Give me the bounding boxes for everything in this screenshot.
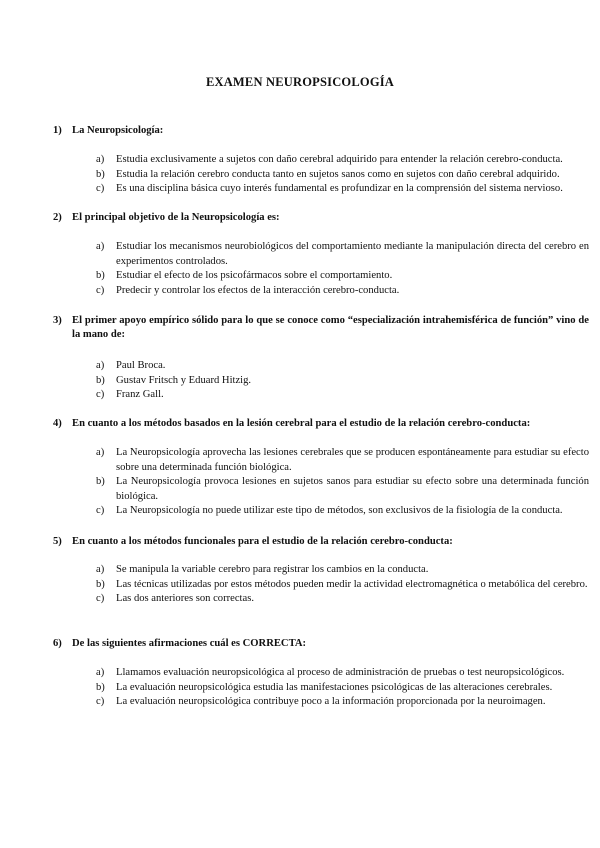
option-b — [96, 269, 589, 284]
option-letter: c) — [96, 183, 105, 194]
option-c — [96, 182, 589, 197]
question-5 — [53, 535, 589, 549]
option-letter: a) — [96, 564, 105, 575]
question-header — [53, 417, 589, 431]
option-b — [96, 168, 589, 183]
option-text: Estudia exclusivamente a sujetos con daño cerebral adquirido para entender la relación cerebro-conducta. — [116, 154, 563, 165]
exam-title: EXAMEN NEUROPSICOLOGÍA — [205, 75, 395, 89]
question-5-options — [96, 563, 589, 607]
question-header — [53, 637, 589, 651]
question-4-options — [96, 446, 589, 519]
option-letter: c) — [96, 696, 105, 707]
option-b — [96, 374, 589, 389]
question-text: En cuanto a los métodos funcionales para el estudio de la relación cerebro-conducta: — [72, 536, 453, 547]
question-number: 6) — [53, 638, 62, 649]
option-letter: c) — [96, 505, 105, 516]
option-c — [96, 504, 589, 519]
option-letter: b) — [96, 578, 105, 590]
option-letter: b) — [96, 476, 105, 487]
option-b — [96, 681, 589, 696]
option-letter: c) — [96, 389, 105, 400]
question-text: La Neuropsicología: — [72, 125, 164, 136]
question-text: En cuanto a los métodos basados en la lesión cerebral para el estudio de la relación cerebro-conducta: — [72, 418, 531, 429]
option-letter: b) — [96, 168, 105, 180]
question-3-options — [96, 359, 589, 403]
option-text: Estudiar el efecto de los psicofármacos sobre el comportamiento. — [116, 270, 393, 281]
option-text: Estudia la relación cerebro conducta tanto en sujetos sanos como en sujetos con daño cerebral adquirido. — [116, 168, 560, 180]
option-text: La Neuropsicología aprovecha las lesiones cerebrales que se producen espontáneamente para estudiar su efecto sobre una determinada función biológica. — [116, 447, 589, 473]
question-text: De las siguientes afirmaciones cuál es CORRECTA: — [72, 638, 307, 649]
option-c — [96, 284, 589, 299]
option-text: Se manipula la variable cerebro para registrar los cambios en la conducta. — [116, 564, 429, 575]
option-a — [96, 153, 589, 168]
question-4 — [53, 417, 589, 431]
option-letter: b) — [96, 374, 105, 386]
question-text: El primer apoyo empírico sólido para lo que se conoce como “especialización intrahemisférica de función” vino de la mano de: — [72, 315, 589, 340]
question-text: El principal objetivo de la Neuropsicología es: — [72, 212, 280, 223]
option-text: Paul Broca. — [116, 360, 166, 371]
option-letter: b) — [96, 681, 105, 693]
option-letter: c) — [96, 284, 105, 296]
option-a — [96, 359, 589, 374]
question-3 — [53, 314, 589, 342]
option-letter: c) — [96, 593, 105, 604]
question-2-options — [96, 240, 589, 298]
question-header — [53, 211, 589, 225]
option-letter: a) — [96, 667, 105, 678]
option-text: Es una disciplina básica cuyo interés fundamental es profundizar en la comprensión del sistema nervioso. — [116, 183, 563, 194]
question-2 — [53, 211, 589, 225]
option-text: La Neuropsicología provoca lesiones en sujetos sanos para estudiar su efecto sobre una determinada función biológica. — [116, 476, 589, 502]
option-text: Predecir y controlar los efectos de la interacción cerebro-conducta. — [116, 284, 400, 296]
question-6-options — [96, 666, 589, 710]
question-number: 1) — [53, 125, 62, 136]
option-text: Las dos anteriores son correctas. — [116, 593, 254, 604]
option-c — [96, 388, 589, 403]
option-text: La evaluación neuropsicológica estudia las manifestaciones psicológicas de las alteraciones cerebrales. — [116, 681, 553, 693]
option-letter: a) — [96, 241, 105, 252]
question-number: 2) — [53, 212, 62, 223]
option-c — [96, 695, 589, 710]
option-letter: a) — [96, 154, 105, 165]
question-1-options — [96, 153, 589, 197]
option-letter: b) — [96, 270, 105, 281]
question-header — [53, 535, 589, 549]
option-b — [96, 475, 589, 504]
option-text: La Neuropsicología no puede utilizar este tipo de métodos, son exclusivos de la fisiología de la conducta. — [116, 505, 563, 516]
option-text: La evaluación neuropsicológica contribuye poco a la información proporcionada por la neuroimagen. — [116, 696, 546, 707]
question-number: 5) — [53, 536, 62, 547]
option-a — [96, 563, 589, 578]
option-a — [96, 240, 589, 269]
option-text: Estudiar los mecanismos neurobiológicos del comportamiento mediante la manipulación directa del cerebro en experimentos controlados. — [116, 241, 589, 267]
question-number: 4) — [53, 418, 62, 429]
option-a — [96, 666, 589, 681]
option-b — [96, 578, 589, 593]
option-text: Llamamos evaluación neuropsicológica al proceso de administración de pruebas o test neuropsicológicos. — [116, 667, 565, 678]
option-text: Gustav Fritsch y Eduard Hitzig. — [116, 374, 252, 386]
question-1 — [53, 124, 589, 138]
question-6 — [53, 637, 589, 651]
option-letter: a) — [96, 360, 105, 371]
option-a — [96, 446, 589, 475]
option-text: Franz Gall. — [116, 389, 164, 400]
option-text: Las técnicas utilizadas por estos métodos pueden medir la actividad electromagnética o metabólica del cerebro. — [116, 578, 588, 590]
question-header — [53, 124, 589, 138]
question-header — [53, 314, 589, 342]
option-c — [96, 592, 589, 607]
option-letter: a) — [96, 447, 105, 458]
question-number: 3) — [53, 315, 62, 326]
